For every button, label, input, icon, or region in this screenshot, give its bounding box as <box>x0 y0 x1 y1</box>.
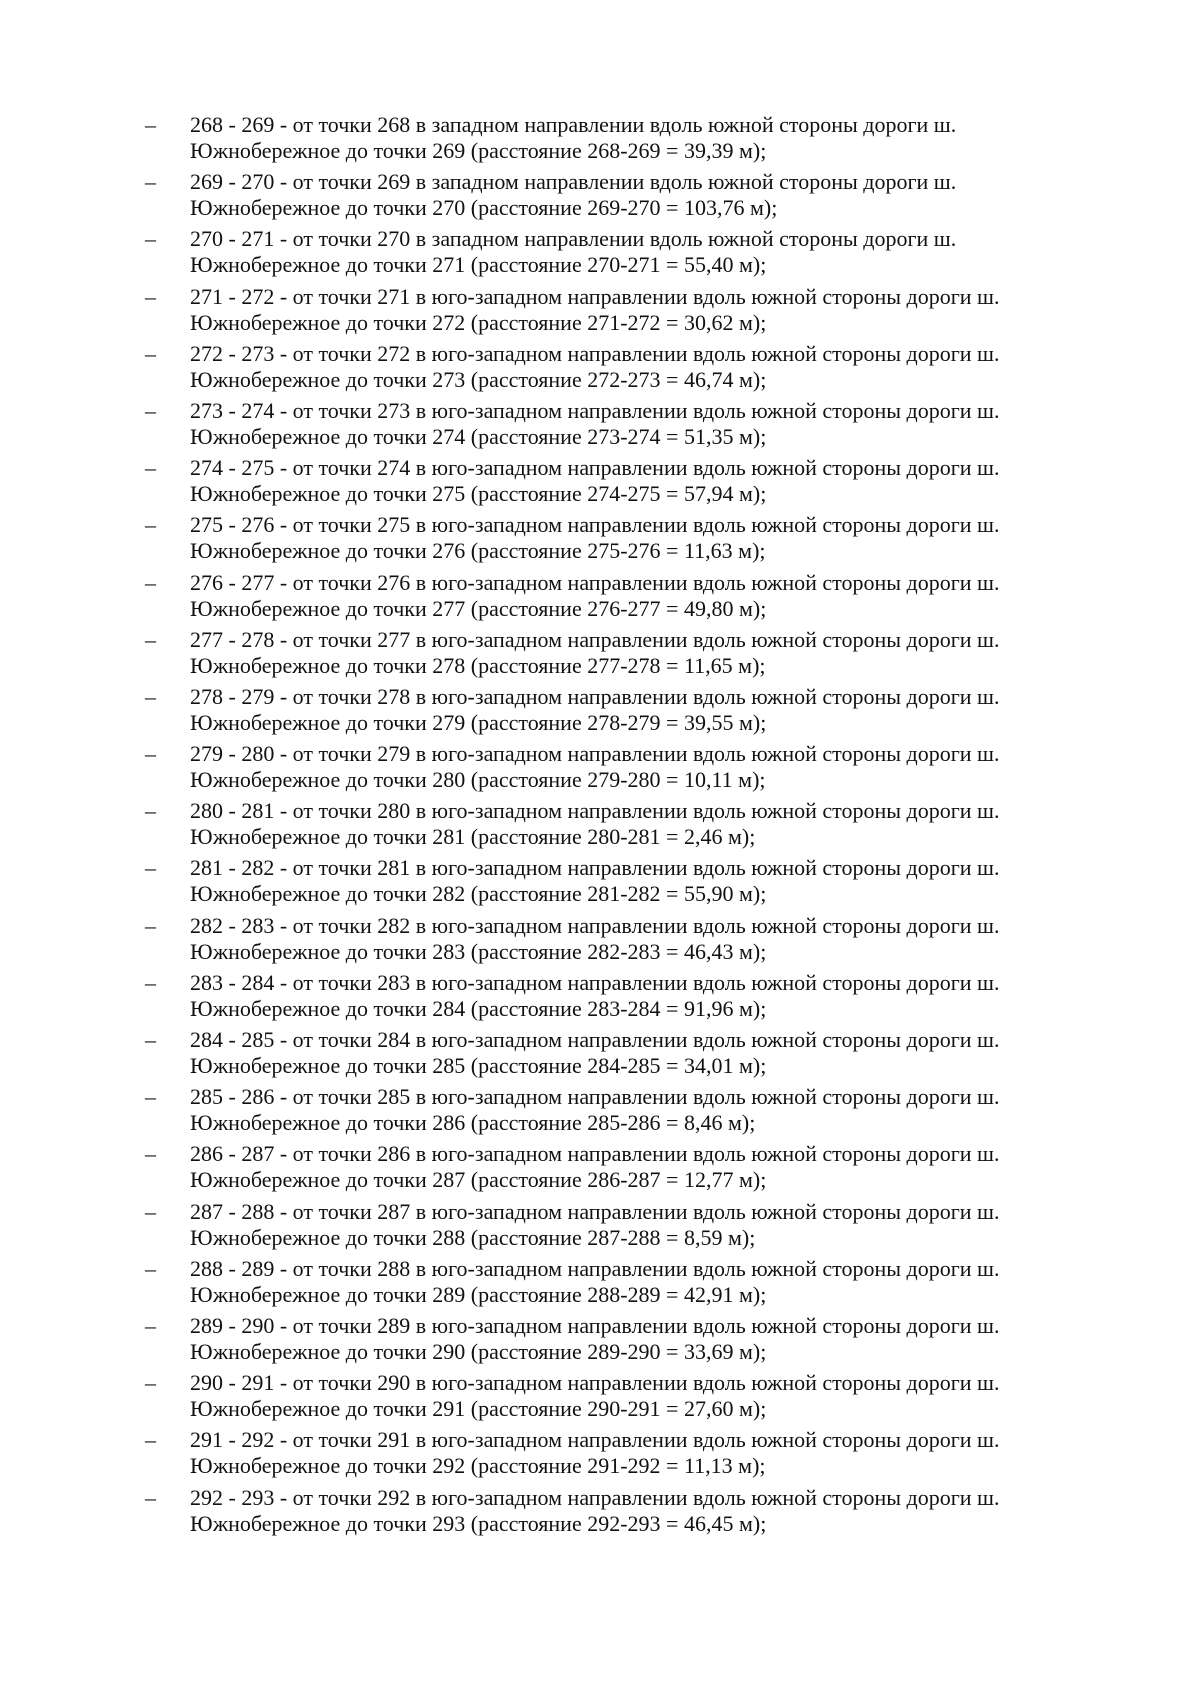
bullet-dash: – <box>145 512 156 538</box>
bullet-dash: – <box>145 397 156 423</box>
segment-distance-line: Южнобережное до точки 289 (расстояние 288-289 = 42,91 м); <box>190 1281 767 1307</box>
segment-distance-line: Южнобережное до точки 276 (расстояние 275-276 = 11,63 м); <box>190 538 766 564</box>
bullet-dash: – <box>145 626 156 652</box>
list-item <box>145 284 1105 341</box>
list-item <box>145 913 1105 970</box>
segment-description-line: 273 - 274 - от точки 273 в юго-западном направлении вдоль южной стороны дороги ш. <box>190 397 1000 423</box>
segment-distance-line: Южнобережное до точки 271 (расстояние 270-271 = 55,40 м); <box>190 252 767 278</box>
list-item <box>145 1027 1105 1084</box>
segment-distance-line: Южнобережное до точки 275 (расстояние 274-275 = 57,94 м); <box>190 481 767 507</box>
list-item <box>145 684 1105 741</box>
list-item <box>145 970 1105 1027</box>
bullet-dash: – <box>145 1198 156 1224</box>
segment-distance-line: Южнобережное до точки 279 (расстояние 278-279 = 39,55 м); <box>190 709 767 735</box>
bullet-dash: – <box>145 169 156 195</box>
list-item <box>145 1141 1105 1198</box>
segment-distance-line: Южнобережное до точки 273 (расстояние 272-273 = 46,74 м); <box>190 366 767 392</box>
segment-description-line: 280 - 281 - от точки 280 в юго-западном направлении вдоль южной стороны дороги ш. <box>190 798 1000 824</box>
segment-distance-line: Южнобережное до точки 278 (расстояние 277-278 = 11,65 м); <box>190 652 766 678</box>
list-item <box>145 169 1105 226</box>
bullet-dash: – <box>145 741 156 767</box>
segment-distance-line: Южнобережное до точки 290 (расстояние 289-290 = 33,69 м); <box>190 1338 767 1364</box>
segment-description-line: 269 - 270 - от точки 269 в западном направлении вдоль южной стороны дороги ш. <box>190 169 957 195</box>
segment-distance-line: Южнобережное до точки 285 (расстояние 284-285 = 34,01 м); <box>190 1053 767 1078</box>
segment-description-line: 288 - 289 - от точки 288 в юго-западном направлении вдоль южной стороны дороги ш. <box>190 1255 1000 1281</box>
list-item <box>145 798 1105 855</box>
segment-distance-line: Южнобережное до точки 284 (расстояние 283-284 = 91,96 м); <box>190 995 767 1021</box>
segment-description-line: 287 - 288 - от точки 287 в юго-западном направлении вдоль южной стороны дороги ш. <box>190 1198 1000 1224</box>
bullet-dash: – <box>145 1427 156 1453</box>
segment-description-line: 281 - 282 - от точки 281 в юго-западном направлении вдоль южной стороны дороги ш. <box>190 855 1000 881</box>
list-item <box>145 398 1105 455</box>
list-item <box>145 1370 1105 1427</box>
list-item <box>145 1313 1105 1370</box>
boundary-description-list <box>145 112 1105 1542</box>
segment-distance-line: Южнобережное до точки 286 (расстояние 285-286 = 8,46 м); <box>190 1110 756 1136</box>
segment-description-line: 290 - 291 - от точки 290 в юго-западном направлении вдоль южной стороны дороги ш. <box>190 1370 1000 1396</box>
segment-description-line: 272 - 273 - от точки 272 в юго-западном направлении вдоль южной стороны дороги ш. <box>190 340 1000 366</box>
segment-description-line: 276 - 277 - от точки 276 в юго-западном направлении вдоль южной стороны дороги ш. <box>190 569 1000 595</box>
list-item <box>145 341 1105 398</box>
list-item <box>145 226 1105 283</box>
segment-description-line: 274 - 275 - от точки 274 в юго-западном направлении вдоль южной стороны дороги ш. <box>190 455 1000 481</box>
list-item <box>145 627 1105 684</box>
segment-distance-line: Южнобережное до точки 293 (расстояние 292-293 = 46,45 м); <box>190 1510 767 1536</box>
segment-distance-line: Южнобережное до точки 288 (расстояние 287-288 = 8,59 м); <box>190 1224 756 1250</box>
bullet-dash: – <box>145 226 156 252</box>
list-item <box>145 455 1105 512</box>
list-item <box>145 112 1105 169</box>
bullet-dash: – <box>145 683 156 709</box>
segment-description-line: 271 - 272 - от точки 271 в юго-западном направлении вдоль южной стороны дороги ш. <box>190 283 1000 309</box>
bullet-dash: – <box>145 340 156 366</box>
bullet-dash: – <box>145 112 156 137</box>
segment-description-line: 279 - 280 - от точки 279 в юго-западном направлении вдоль южной стороны дороги ш. <box>190 741 1000 767</box>
bullet-dash: – <box>145 1370 156 1396</box>
segment-distance-line: Южнобережное до точки 291 (расстояние 290-291 = 27,60 м); <box>190 1396 767 1422</box>
segment-distance-line: Южнобережное до точки 270 (расстояние 269-270 = 103,76 м); <box>190 195 778 221</box>
segment-distance-line: Южнобережное до точки 283 (расстояние 282-283 = 46,43 м); <box>190 938 767 964</box>
segment-distance-line: Южнобережное до точки 274 (расстояние 273-274 = 51,35 м); <box>190 423 767 449</box>
bullet-dash: – <box>145 912 156 938</box>
bullet-dash: – <box>145 1141 156 1167</box>
segment-description-line: 282 - 283 - от точки 282 в юго-западном направлении вдоль южной стороны дороги ш. <box>190 912 1000 938</box>
list-item <box>145 512 1105 569</box>
bullet-dash: – <box>145 855 156 881</box>
segment-description-line: 291 - 292 - от точки 291 в юго-западном направлении вдоль южной стороны дороги ш. <box>190 1427 1000 1453</box>
bullet-dash: – <box>145 455 156 481</box>
list-item <box>145 1256 1105 1313</box>
segment-distance-line: Южнобережное до точки 281 (расстояние 280-281 = 2,46 м); <box>190 824 756 850</box>
bullet-dash: – <box>145 283 156 309</box>
bullet-dash: – <box>145 969 156 995</box>
list-item <box>145 741 1105 798</box>
list-item <box>145 1084 1105 1141</box>
segment-distance-line: Южнобережное до точки 280 (расстояние 279-280 = 10,11 м); <box>190 767 766 793</box>
list-item <box>145 1427 1105 1484</box>
segment-description-line: 286 - 287 - от точки 286 в юго-западном направлении вдоль южной стороны дороги ш. <box>190 1141 1000 1167</box>
segment-description-line: 284 - 285 - от точки 284 в юго-западном направлении вдоль южной стороны дороги ш. <box>190 1027 1000 1052</box>
segment-description-line: 268 - 269 - от точки 268 в западном направлении вдоль южной стороны дороги ш. <box>190 112 957 137</box>
segment-distance-line: Южнобережное до точки 282 (расстояние 281-282 = 55,90 м); <box>190 881 767 907</box>
segment-distance-line: Южнобережное до точки 287 (расстояние 286-287 = 12,77 м); <box>190 1167 767 1193</box>
bullet-dash: – <box>145 569 156 595</box>
list-item <box>145 855 1105 912</box>
list-item <box>145 570 1105 627</box>
segment-description-line: 270 - 271 - от точки 270 в западном направлении вдоль южной стороны дороги ш. <box>190 226 957 252</box>
bullet-dash: – <box>145 1255 156 1281</box>
segment-description-line: 278 - 279 - от точки 278 в юго-западном направлении вдоль южной стороны дороги ш. <box>190 683 1000 709</box>
segment-description-line: 277 - 278 - от точки 277 в юго-западном направлении вдоль южной стороны дороги ш. <box>190 626 1000 652</box>
segment-description-line: 285 - 286 - от точки 285 в юго-западном направлении вдоль южной стороны дороги ш. <box>190 1084 1000 1110</box>
list-item <box>145 1485 1105 1542</box>
bullet-dash: – <box>145 1312 156 1338</box>
bullet-dash: – <box>145 1084 156 1110</box>
bullet-dash: – <box>145 1484 156 1510</box>
segment-distance-line: Южнобережное до точки 277 (расстояние 276-277 = 49,80 м); <box>190 595 767 621</box>
segment-description-line: 275 - 276 - от точки 275 в юго-западном направлении вдоль южной стороны дороги ш. <box>190 512 1000 538</box>
segment-description-line: 292 - 293 - от точки 292 в юго-западном направлении вдоль южной стороны дороги ш. <box>190 1484 1000 1510</box>
bullet-dash: – <box>145 1027 156 1052</box>
list-item <box>145 1199 1105 1256</box>
segment-distance-line: Южнобережное до точки 292 (расстояние 291-292 = 11,13 м); <box>190 1453 766 1479</box>
segment-distance-line: Южнобережное до точки 272 (расстояние 271-272 = 30,62 м); <box>190 309 767 335</box>
bullet-dash: – <box>145 798 156 824</box>
segment-description-line: 289 - 290 - от точки 289 в юго-западном направлении вдоль южной стороны дороги ш. <box>190 1312 1000 1338</box>
segment-description-line: 283 - 284 - от точки 283 в юго-западном направлении вдоль южной стороны дороги ш. <box>190 969 1000 995</box>
segment-distance-line: Южнобережное до точки 269 (расстояние 268-269 = 39,39 м); <box>190 138 767 163</box>
